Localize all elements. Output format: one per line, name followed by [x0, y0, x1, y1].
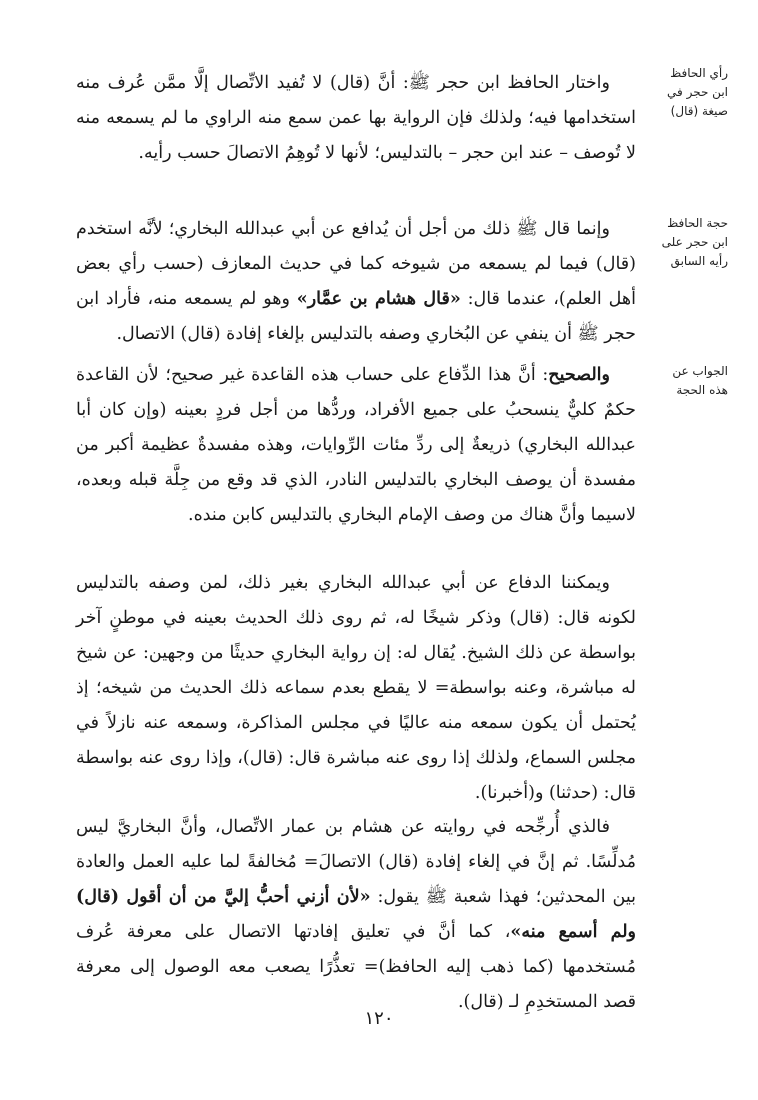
paragraph-conclusion	[76, 810, 636, 1020]
paragraph-text: ، كما أنَّ في تعليق إفادتها الاتصال على معرفة عُرف مُستخدمها (كما ذهب إليه الحافظ)= تعذُّرًا يصعب معه الوصول إلى معرفة قصد المستخدِمِ لـ (قال).	[76, 922, 636, 1012]
quote-shuba: «لأن أزني أحبُّ إليَّ من أن أقول (قال) ولم أسمع منه»	[76, 887, 637, 942]
paragraph-text: ويمكننا الدفاع عن أبي عبدالله البخاري بغير ذلك، لمن وصفه بالتدليس لكونه قال: (قال) وذكر شيخًا له، ثم روى ذلك الحديث بعينه في موطنٍ آخر بواسطة عن ذلك الشيخ. يُقال له: إن رواية البخاري حديثًا من وجهين: عن شيخ له مباشرة، وعنه بواسطة= لا يقطع بعدم سماعه ذلك الحديث من شيخه؛ إذ يُحتمل أن يكون سمعه منه عاليًا في مجلس المذاكرة، وسمعه عنه نازلاً في مجلس السماع، ولذلك إذا روى عنه مباشرة قال: (قال)، وإذا روى عنه بواسطة قال: (حدثنا) و(أخبرنا).	[76, 573, 636, 803]
bold-term-correct: والصحيح	[548, 365, 610, 385]
paragraph-text: وهو لم يسمعه منه، فأراد ابن حجر ﷺ أن ينفي عن البُخاري وصفه بالتدليس بإلغاء إفادة (قال) الاتصال.	[76, 289, 636, 344]
paragraph-text: واختار الحافظ ابن حجر ﷺ: أنَّ (قال) لا تُفيد الاتِّصال إلَّا ممَّن عُرف منه استخدامها فيه؛ ولذلك فإن الرواية بها عمن سمع منه الراوي ما لم يسمعه منه لا تُوصف – عند ابن حجر – بالتدليس؛ لأنها لا تُوهِمُ الاتصالَ حسب رأيه.	[76, 73, 636, 163]
margin-note-response: الجواب عن هذه الحجة	[672, 364, 728, 397]
margin-note-ibn-hajar-argument: حجة الحافظ ابن حجر على رأيه السابق	[661, 216, 728, 268]
margin-note-ibn-hajar-opinion: رأي الحافظ ابن حجر في صيغة (قال)	[667, 66, 728, 118]
paragraph-defense	[76, 566, 636, 811]
paragraph-text: فالذي أُرجِّحه في روايته عن هشام بن عمار الاتِّصال، وأنَّ البخاريَّ ليس مُدلِّسًا. ثم إنَّ في إلغاء إفادة (قال) الاتصالَ= مُخالفةً لما عليه العمل والعادة بين المحدثين؛ فهذا شعبة ﷺ يقول:	[76, 817, 636, 907]
paragraph-text: : أنَّ هذا الدِّفاع على حساب هذه القاعدة غير صحيح؛ لأن القاعدة حكمٌ كليٌّ ينسحبُ على جميع الأفراد، وردُّها من أجل فردٍ بعينه (وإن كان أبا عبدالله البخاري) ذريعةٌ إلى ردِّ مئات الرِّوايات، وهذه مفسدةٌ عظيمة أكبر من مفسدة أن يوصف البخاري بالتدليس النادر، الذي قد وقع من جِلَّة قبله وبعده، لاسيما وأنَّ هناك من وصف الإمام البخاري بالتدليس كابن منده.	[76, 365, 636, 525]
quote-hisham: «قال هشام بن عمَّار»	[296, 289, 461, 309]
page-number: ١٢٠	[364, 1008, 394, 1029]
paragraph-ibn-hajar-argument	[76, 212, 636, 352]
paragraph-response	[76, 358, 636, 533]
paragraph-text: وإنما قال ﷺ ذلك من أجل أن يُدافع عن أبي عبدالله البخاري؛ لأنَّه استخدم (قال) فيما لم يسمعه من شيوخه كما في حديث المعازف (حسب رأي بعض أهل العلم)، عندما قال:	[76, 219, 636, 309]
paragraph-ibn-hajar-opinion	[76, 66, 636, 171]
